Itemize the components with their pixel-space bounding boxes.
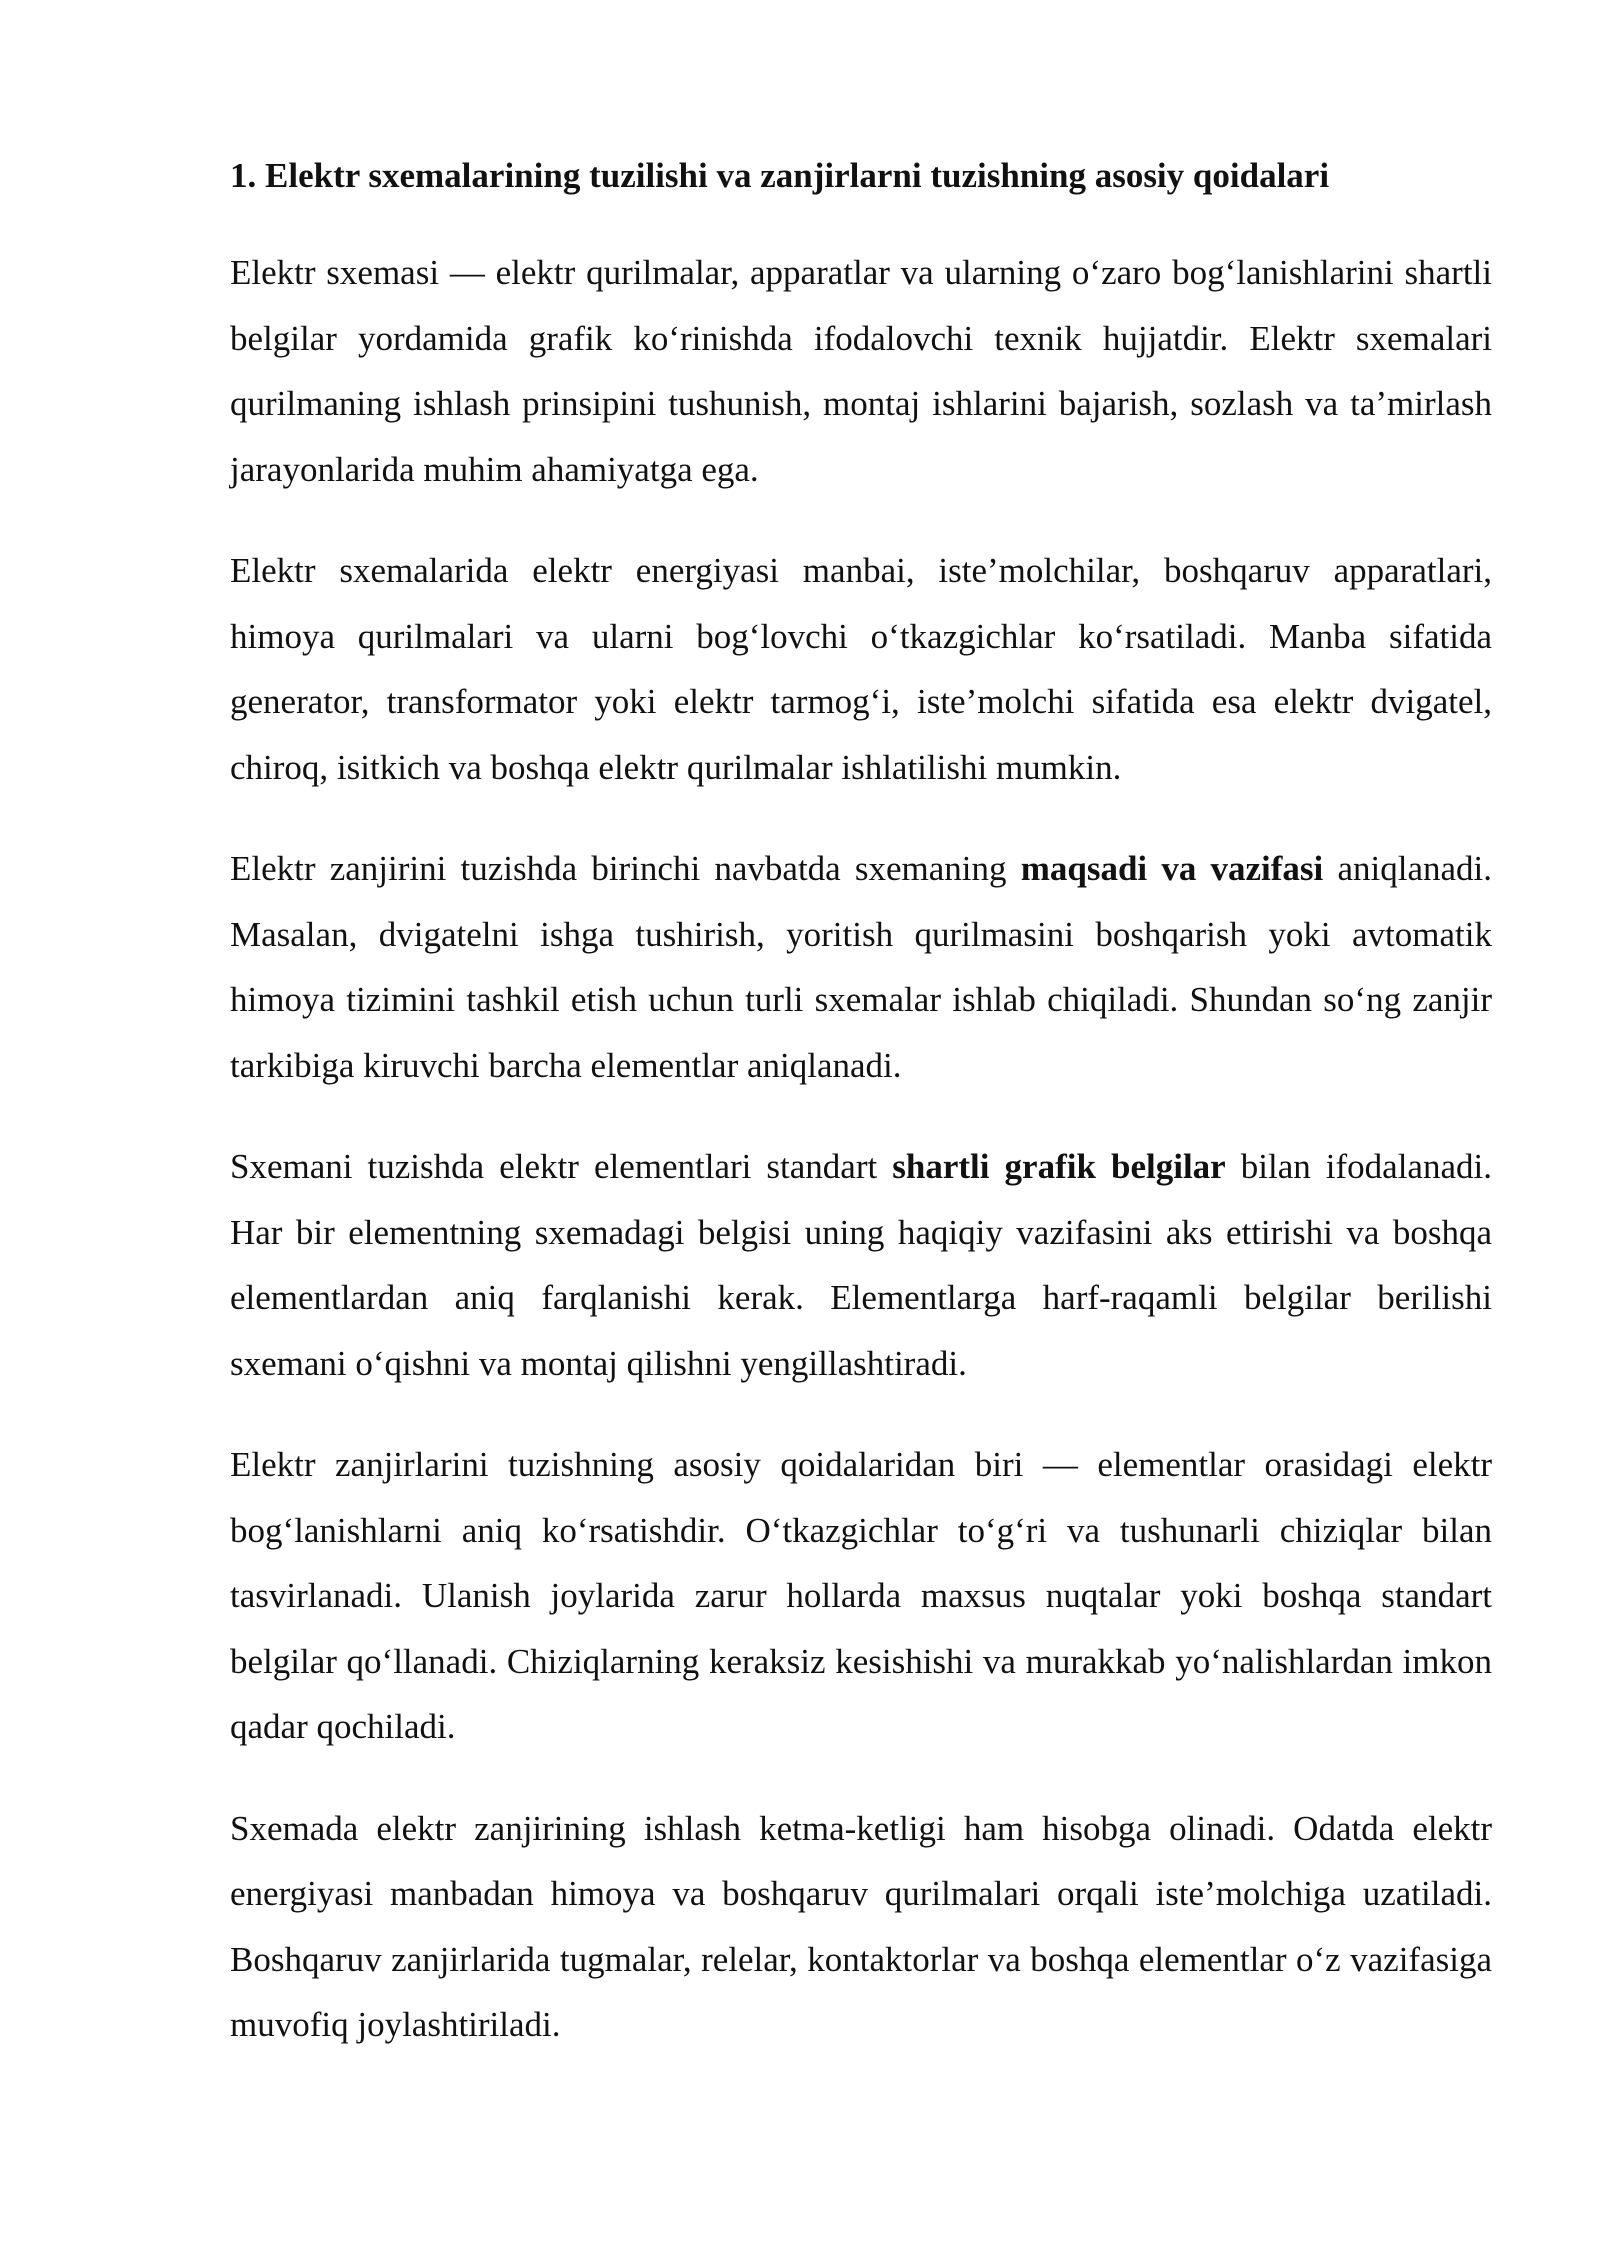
paragraph-2-text: Elektr sxemalarida elektr energiyasi manbai, iste’molchilar, boshqaruv apparatlari, himoya qurilmalari va ularni bog‘lovchi o‘tkazgichlar ko‘rsatiladi. Manba sifatida generator, transformator yoki elektr tarmog‘i, iste’molchi sifatida esa elektr dvigatel, chiroq, isitkich va boshqa elektr qurilmalar ishlatilishi mumkin. [230, 551, 1492, 787]
paragraph-4-text-start: Sxemani tuzishda elektr elementlari standart [230, 1147, 893, 1186]
paragraph-3-text-start: Elektr zanjirini tuzishda birinchi navbatda sxemaning [230, 849, 1021, 888]
paragraph-4-bold-term: shartli grafik belgilar [892, 1147, 1226, 1186]
paragraph-2 [230, 538, 1492, 800]
section-heading: 1. Elektr sxemalarining tuzilishi va zanjirlarni tuzishning asosiy qoidalari [230, 156, 1330, 195]
paragraph-4 [230, 1134, 1492, 1396]
paragraph-3-text-end: aniqlanadi. Masalan, dvigatelni ishga tushirish, yoritish qurilmasini boshqarish yoki avtomatik himoya tizimini tashkil etish uchun turli sxemalar ishlab chiqiladi. Shundan so‘ng zanjir tarkibiga kiruvchi barcha elementlar aniqlanadi. [230, 849, 1492, 1085]
paragraph-1 [230, 240, 1492, 502]
paragraph-3 [230, 836, 1492, 1098]
paragraph-6-text: Sxemada elektr zanjirining ishlash ketma-ketligi ham hisobga olinadi. Odatda elektr energiyasi manbadan himoya va boshqaruv qurilmalari orqali iste’molchiga uzatiladi. Boshqaruv zanjirlarida tugmalar, relelar, kontaktorlar va boshqa elementlar o‘z vazifasiga muvofiq joylashtiriladi. [230, 1808, 1492, 2044]
paragraph-6 [230, 1796, 1492, 2058]
paragraph-1-text: Elektr sxemasi — elektr qurilmalar, apparatlar va ularning o‘zaro bog‘lanishlarini shartli belgilar yordamida grafik ko‘rinishda ifodalovchi texnik hujjatdir. Elektr sxemalari qurilmaning ishlash prinsipini tushunish, montaj ishlarini bajarish, sozlash va ta’mirlash jarayonlarida muhim ahamiyatga ega. [230, 253, 1492, 489]
paragraph-5 [230, 1432, 1492, 1760]
paragraph-4-text-end: bilan ifodalanadi. Har bir elementning sxemadagi belgisi uning haqiqiy vazifasini aks ettirishi va boshqa elementlardan aniq farqlanishi kerak. Elementlarga harf-raqamli belgilar berilishi sxemani o‘qishni va montaj qilishni yengillashtiradi. [230, 1147, 1492, 1383]
paragraph-5-text: Elektr zanjirlarini tuzishning asosiy qoidalaridan biri — elementlar orasidagi elektr bog‘lanishlarni aniq ko‘rsatishdir. O‘tkazgichlar to‘g‘ri va tushunarli chiziqlar bilan tasvirlanadi. Ulanish joylarida zarur hollarda maxsus nuqtalar yoki boshqa standart belgilar qo‘llanadi. Chiziqlarning keraksiz kesishishi va murakkab yo‘nalishlardan imkon qadar qochiladi. [230, 1445, 1492, 1746]
paragraph-3-bold-term: maqsadi va vazifasi [1020, 849, 1324, 888]
document-body [230, 150, 1492, 2094]
